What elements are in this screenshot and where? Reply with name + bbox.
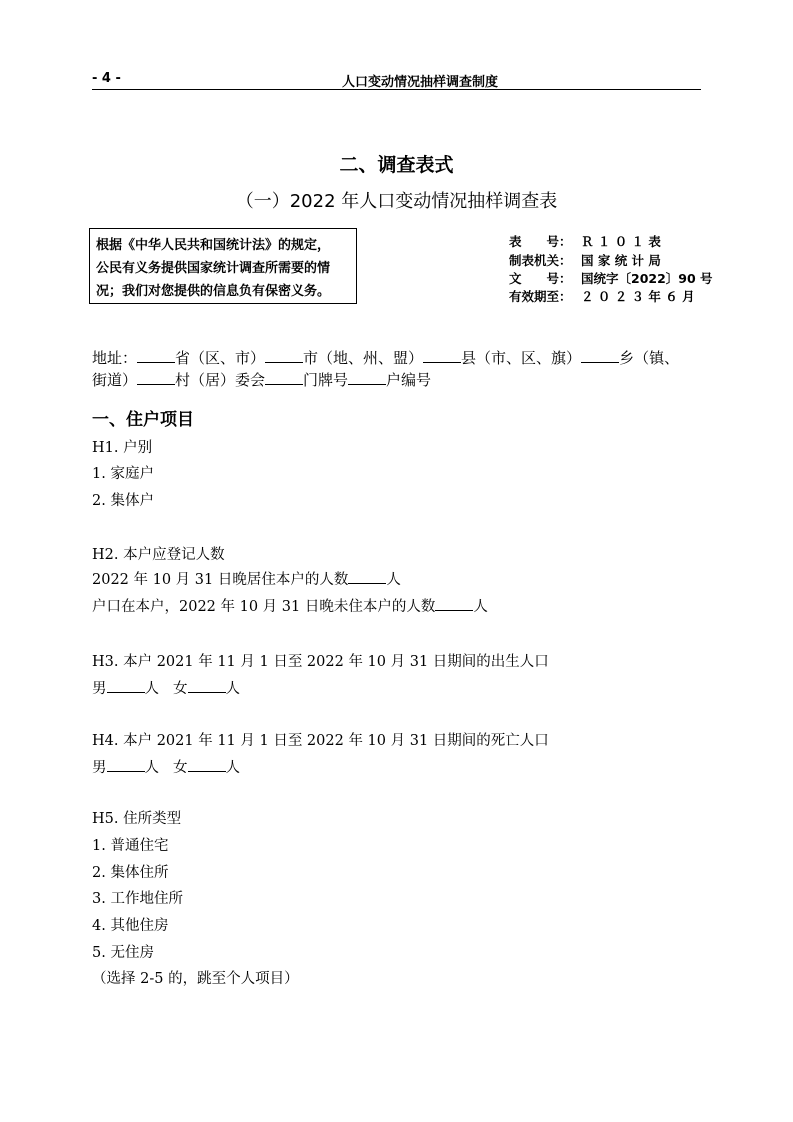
unit-label: 人 [225,681,240,697]
option-family-household[interactable]: 1. 家庭户 [92,466,154,482]
question-h5: H5. 住所类型 [92,811,182,827]
h3-male-blank[interactable] [107,680,145,693]
section-heading: 一、住户项目 [92,410,194,430]
form-number-value: Ｒ １ ０ １ 表 [581,234,661,249]
valid-until-row [509,287,695,305]
h2-absent-text: 户口在本户，2022 年 10 月 31 日晚未住本户的人数 [92,599,436,615]
notice-line: 根据《中华人民共和国统计法》的规定， [96,238,331,253]
township-blank[interactable] [581,350,619,363]
province-label: 省（区、市） [175,349,266,367]
unit-label: 人 [225,760,240,776]
form-number-row [509,232,661,250]
h4-female-blank[interactable] [188,759,226,772]
option-no-housing[interactable]: 5. 无住房 [92,945,154,961]
option-collective-household[interactable]: 2. 集体户 [92,493,154,509]
village-label: 村（居）委会 [175,371,266,389]
notice-line: 公民有义务提供国家统计调查所需要的情 [96,261,331,276]
female-label: 女 [173,681,188,697]
h2-line-1 [92,568,401,589]
h2-absent-blank[interactable] [435,598,473,611]
county-blank[interactable] [423,350,461,363]
h2-residents-text: 2022 年 10 月 31 日晚居住本户的人数 [92,572,349,588]
male-label: 男 [92,681,107,697]
unit-label: 人 [144,681,159,697]
form-number-label: 表 号： [509,234,572,249]
option-ordinary-housing[interactable]: 1. 普通住宅 [92,838,169,854]
document-number-label: 文 号： [509,271,572,286]
door-number-label: 门牌号 [303,371,349,389]
household-number-blank[interactable] [348,372,386,385]
address-line-1 [92,347,679,368]
valid-until-label: 有效期至： [509,289,572,304]
male-label: 男 [92,760,107,776]
issuing-org-row [509,251,661,269]
issuing-org-label: 制表机关： [509,253,572,268]
question-h1: H1. 户别 [92,440,153,456]
h2-residents-blank[interactable] [348,571,386,584]
page-title: 二、调查表式 [339,154,454,176]
question-h3: H3. 本户 2021 年 11 月 1 日至 2022 年 10 月 31 日期间的出生人口 [92,654,549,670]
running-title: 人口变动情况抽样调查制度 [342,75,499,90]
option-collective-residence[interactable]: 2. 集体住所 [92,865,169,881]
option-workplace-residence[interactable]: 3. 工作地住所 [92,891,183,907]
h4-male-blank[interactable] [107,759,145,772]
unit-label: 人 [386,572,401,588]
h3-answer-row [92,677,240,698]
form-title: （一）2022 年人口变动情况抽样调查表 [235,191,558,212]
confidentiality-notice [89,228,357,304]
door-number-blank[interactable] [265,372,303,385]
county-label: 县（市、区、旗） [461,349,582,367]
document-number-row [509,269,713,287]
h2-line-2 [92,595,488,616]
option-other-housing[interactable]: 4. 其他住房 [92,918,169,934]
address-line-2 [92,369,431,390]
address-label: 地址： [92,349,138,367]
valid-until-value: ２ ０ ２ ３ 年 ６ 月 [581,289,695,304]
skip-instruction: （选择 2-5 的，跳至个人项目） [92,971,299,987]
unit-label: 人 [473,599,488,615]
household-number-label: 户编号 [386,371,432,389]
city-label: 市（地、州、盟） [303,349,424,367]
township-label: 乡（镇、 [619,349,680,367]
h3-female-blank[interactable] [188,680,226,693]
question-h2: H2. 本户应登记人数 [92,547,225,563]
page-number: - 4 - [92,71,121,86]
issuing-org-value: 国 家 统 计 局 [581,253,661,268]
female-label: 女 [173,760,188,776]
street-label: 街道） [92,371,138,389]
city-blank[interactable] [265,350,303,363]
h4-answer-row [92,756,240,777]
village-blank[interactable] [137,372,175,385]
notice-line: 况；我们对您提供的信息负有保密义务。 [96,284,331,299]
document-number-value: 国统字〔2022〕90 号 [581,271,713,286]
unit-label: 人 [144,760,159,776]
question-h4: H4. 本户 2021 年 11 月 1 日至 2022 年 10 月 31 日期间的死亡人口 [92,733,549,749]
province-blank[interactable] [137,350,175,363]
header-rule [92,89,701,90]
